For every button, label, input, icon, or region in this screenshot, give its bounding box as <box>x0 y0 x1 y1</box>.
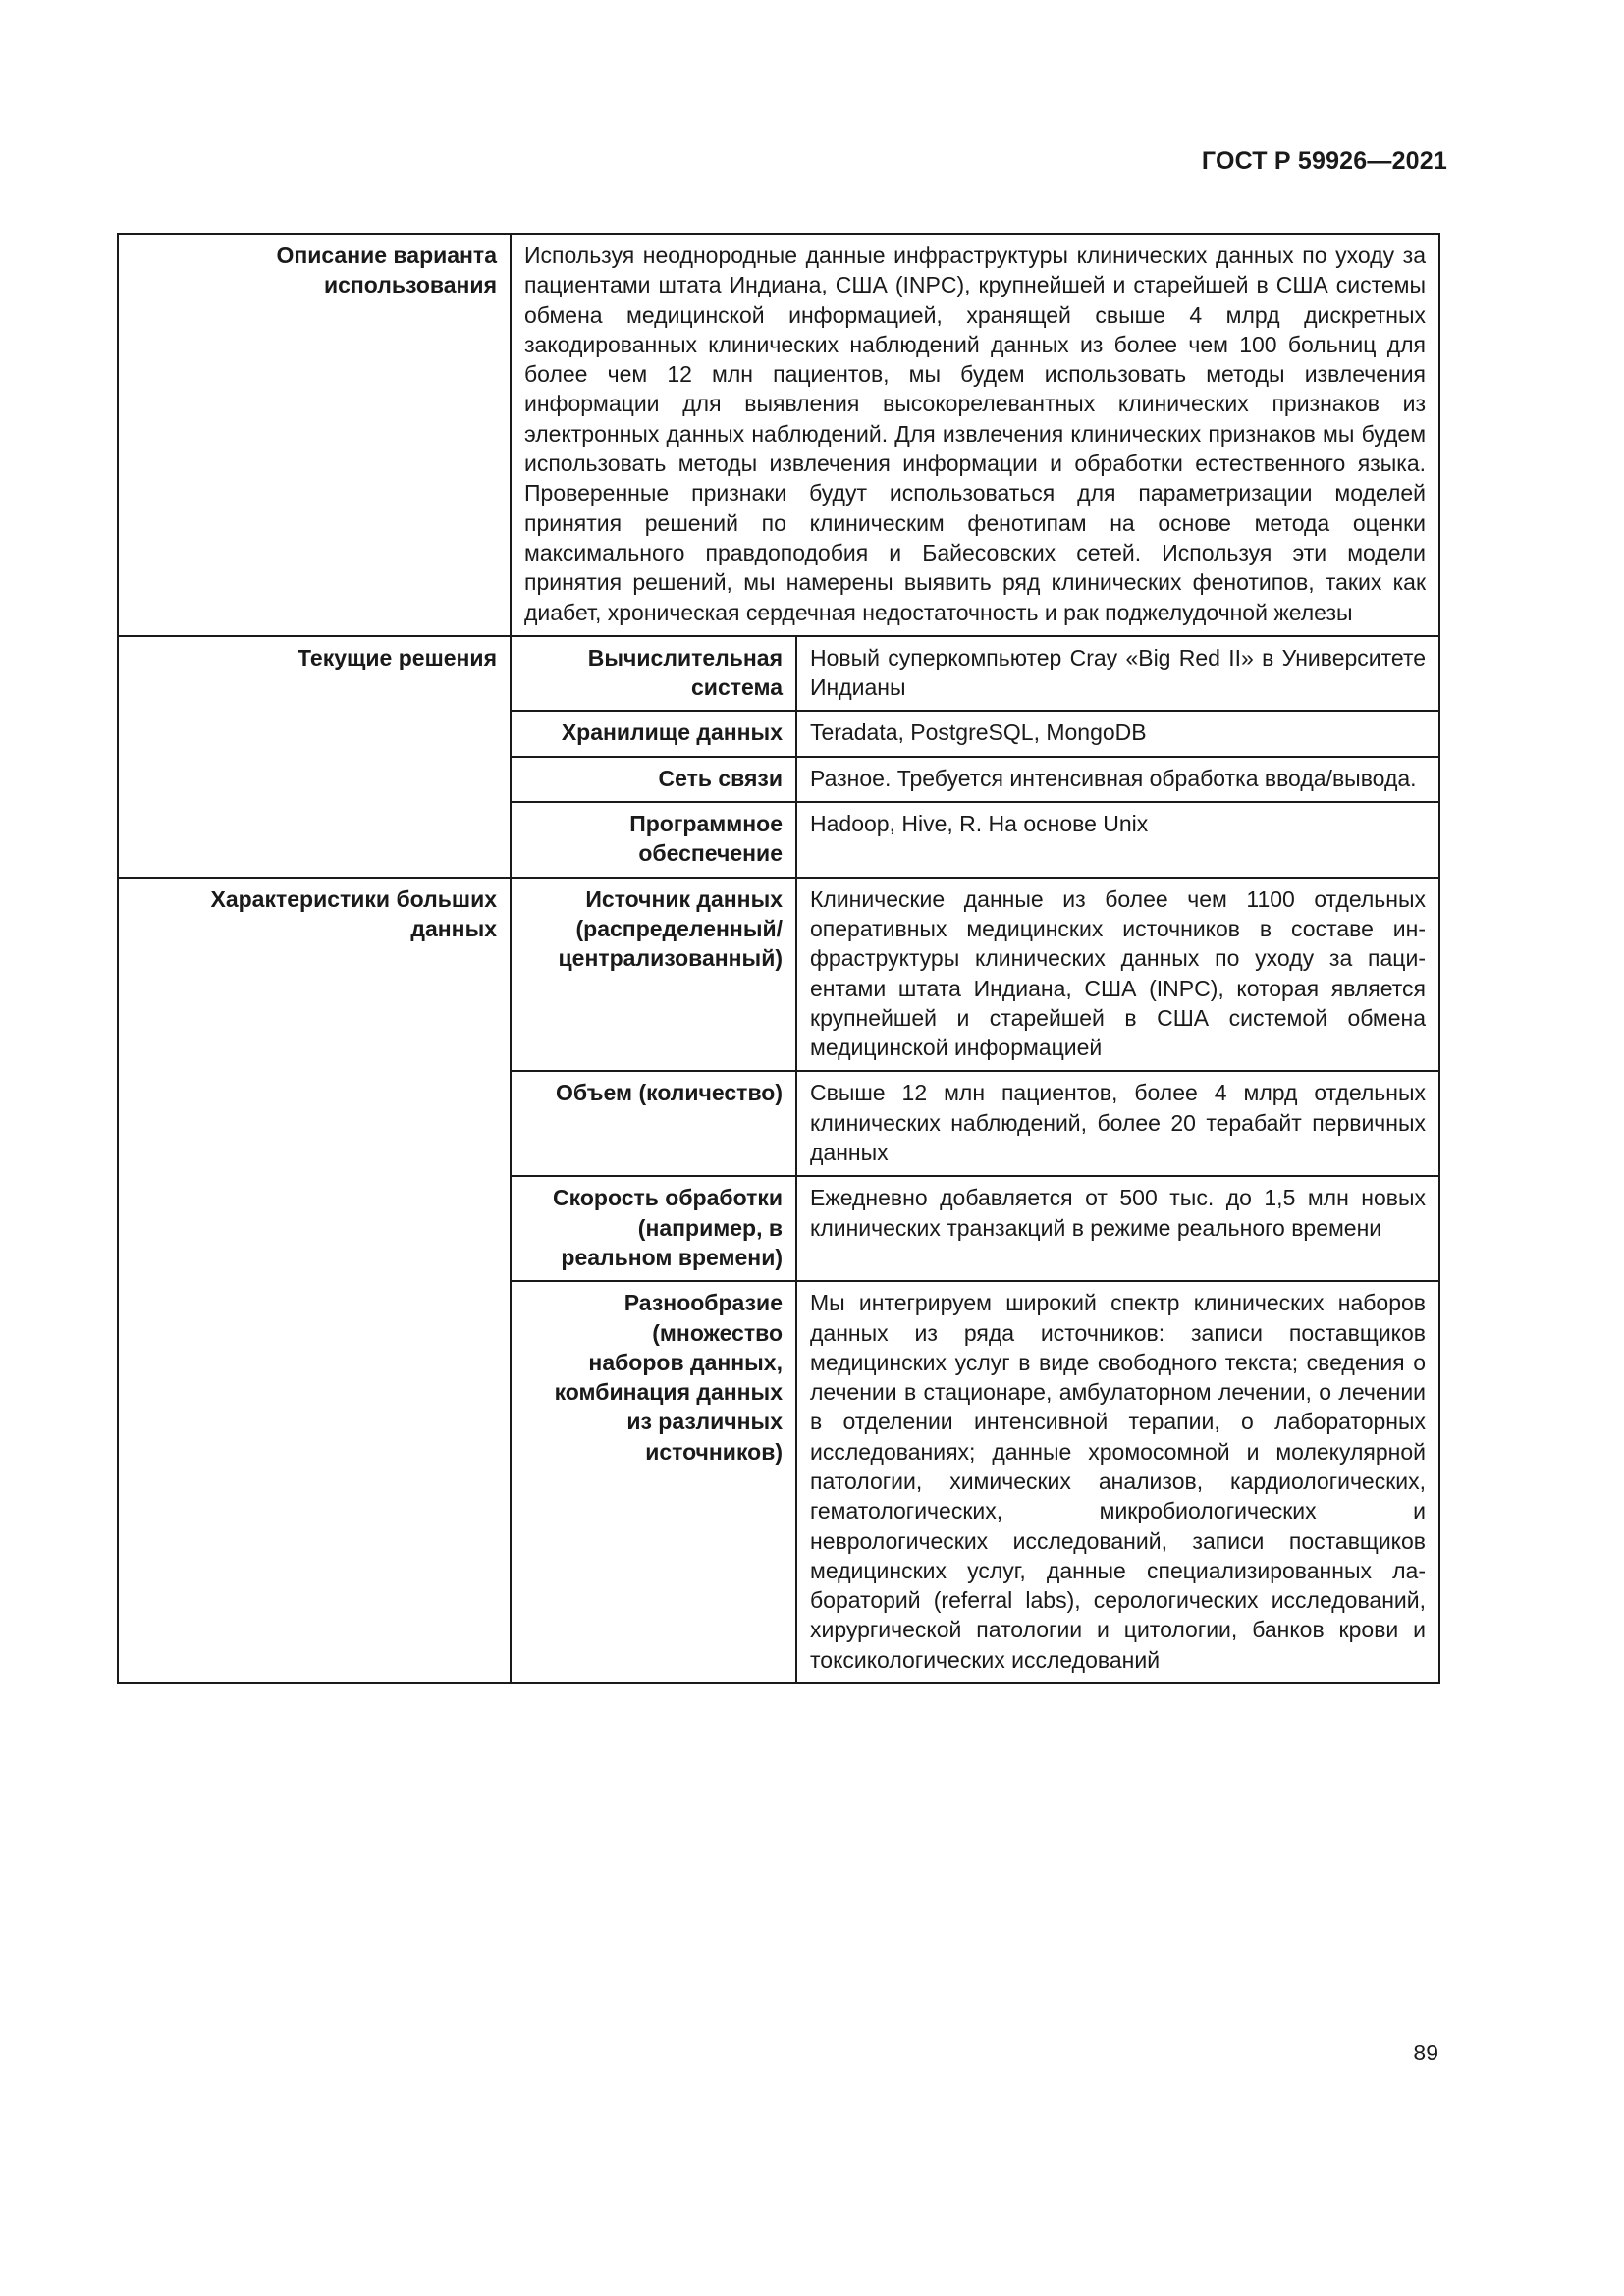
velocity-value: Ежедневно добавляется от 500 тыс. до 1,5 млн новых клинических транзакций в режиме реального времени <box>796 1176 1439 1281</box>
table-row <box>118 878 1439 1072</box>
data-source-label: Источник данных (распределенный/ централизованный) <box>511 878 796 1072</box>
current-solutions-label: Текущие решения <box>118 636 511 878</box>
velocity-label: Скорость обработки (например, в реальном времени) <box>511 1176 796 1281</box>
use-case-table <box>117 233 1440 1684</box>
table-row-description <box>118 234 1439 636</box>
software-value: Hadoop, Hive, R. На основе Unix <box>796 802 1439 878</box>
data-source-value: Клинические данные из более чем 1100 отдельных оперативных медицинских источников в составе инфраструктуры клинических данных по уходу за пациентами штата Индиана, США (INPC), которая является крупнейшей и старейшей в США системой обмена медицинской информацией <box>796 878 1439 1072</box>
compute-system-label: Вычислительная система <box>511 636 796 712</box>
data-storage-value: Teradata, PostgreSQL, MongoDB <box>796 711 1439 756</box>
compute-system-value: Новый суперкомпьютер Cray «Big Red II» в Университете Индианы <box>796 636 1439 712</box>
page-number: 89 <box>1413 2040 1438 2065</box>
description-text: Используя неоднородные данные инфраструктуры клинических данных по уходу за пациентами штата Индиана, США (INPC), крупнейшей и старейшей в США системы обмена медицинской информацией, хранящей свыше 4 млрд дискретных закодированных клинических наблюдений данных из более чем 100 больниц для более чем 12 млн пациентов, мы будем использовать методы извлечения информации для выявления высокорелевантных клинических признаков из электронных данных наблюдений. Для извлечения клинических признаков мы будем использовать методы извлечения информации и обработки естественного языка. Проверенные признаки будут использоваться для параметризации моделей принятия решений по клиническим фенотипам на основе метода оценки максимального правдоподобия и Байесовских сетей. Используя эти модели принятия решений, мы намерены выявить ряд клинических фенотипов, таких как диабет, хроническая сердечная недостаточность и рак поджелудочной железы <box>511 234 1439 636</box>
description-label: Описание варианта использования <box>118 234 511 636</box>
variety-label: Разнообразие (множество наборов данных, комбинация данных из различных источников) <box>511 1281 796 1683</box>
network-label: Сеть связи <box>511 757 796 802</box>
variety-value: Мы интегрируем широкий спектр клинических наборов данных из ряда источников: записи поставщиков медицинских услуг в виде свободного текста; сведения о лечении в стационаре, амбулаторном лечении, о лечении в отделении интенсивной терапии, о лабораторных исследованиях; данные хромосомной и молекулярной патологии, химических анализов, кардиологических, гематологических, микробиологических и неврологических исследований, записи поставщиков медицинских услуг, данные специализированных лабораторий (referral labs), серологических исследований, хирургической патологии и цитологии, банков крови и токсикологических исследований <box>796 1281 1439 1683</box>
table-row <box>118 636 1439 712</box>
volume-label: Объем (количество) <box>511 1071 796 1176</box>
network-value: Разное. Требуется интенсивная обработка ввода/вывода. <box>796 757 1439 802</box>
data-storage-label: Хранилище данных <box>511 711 796 756</box>
software-label: Программное обеспечение <box>511 802 796 878</box>
document-standard-number: ГОСТ Р 59926—2021 <box>1201 147 1447 175</box>
big-data-label: Характеристики больших данных <box>118 878 511 1683</box>
volume-value: Свыше 12 млн пациентов, более 4 млрд отдельных клинических наблюдений, более 20 терабайт первичных данных <box>796 1071 1439 1176</box>
